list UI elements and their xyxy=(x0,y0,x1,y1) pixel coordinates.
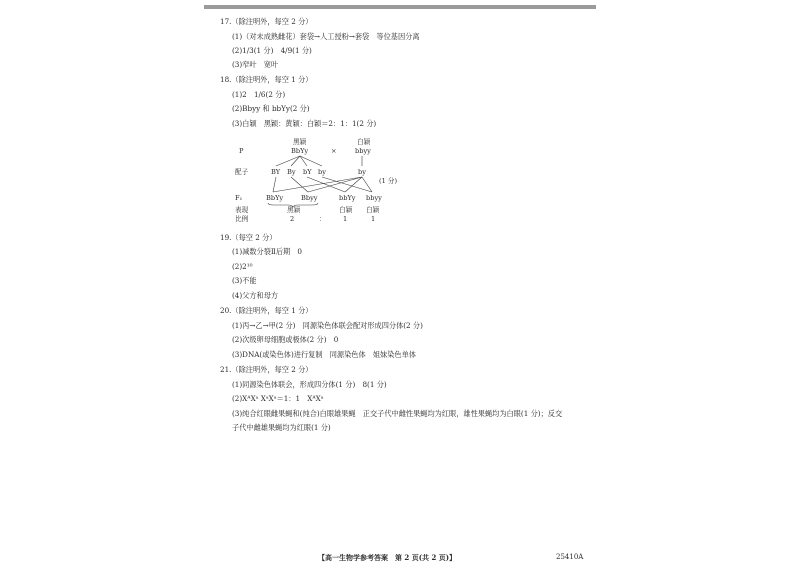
ratio-white-2: 1 xyxy=(371,215,376,223)
phenotype-label: 表现 xyxy=(235,206,249,214)
q21-heading: 21.（除注明外，每空 2 分） xyxy=(220,365,313,374)
q19-heading: 19.（每空 2 分） xyxy=(220,233,277,242)
q20-answer-1: (1)丙→乙→甲(2 分) 同源染色体联会配对形成四分体(2 分) xyxy=(232,321,423,330)
q21-answer-3-line-1: (3)纯合红眼雌果蝇和(纯合)白眼雄果蝇 正交子代中雌性果蝇均为红眼，雄性果蝇均为白眼(1 分)；反交 xyxy=(232,409,563,418)
q17-answer-3: (3)窄叶 宽叶 xyxy=(232,60,279,69)
footer-code: 25410A xyxy=(556,553,584,561)
q19-answer-1: (1)减数分裂Ⅱ后期 0 xyxy=(232,247,302,256)
q19-answer-3: (3)不能 xyxy=(232,276,257,285)
q20-answer-2: (2)次级卵母细胞或极体(2 分) 0 xyxy=(232,335,339,344)
ratio-black: 2 xyxy=(290,215,295,223)
q19-answer-2: (2)2¹⁰ xyxy=(232,262,253,271)
q18-heading: 18.（除注明外，每空 1 分） xyxy=(220,75,313,84)
phenotype-white-1: 白颖 xyxy=(339,206,353,214)
phenotype-black: 黑颖 xyxy=(287,206,301,214)
gamete-BY: BY xyxy=(271,168,281,176)
ratio-label: 比例 xyxy=(235,215,249,223)
q18-answer-2: (2)Bbyy 和 bbYy(2 分) xyxy=(232,104,310,113)
top-rule xyxy=(204,5,596,9)
q18-answer-3: (3)白颖 黑颖：黄颖：白颖＝2：1：1(2 分) xyxy=(232,119,377,128)
p-generation-label: P xyxy=(239,147,244,155)
offspring-BbYy: BbYy xyxy=(266,194,284,202)
gamete-parent2-by: by xyxy=(358,168,366,176)
gamete-label: 配子 xyxy=(235,168,249,176)
offspring-bbYy: bbYy xyxy=(339,194,356,202)
q20-heading: 20.（除注明外，每空 1 分） xyxy=(220,306,313,315)
offspring-bbyy: bbyy xyxy=(366,194,382,202)
parent1-phenotype: 黑颖 xyxy=(293,138,307,146)
f1-label: F₁ xyxy=(235,194,243,202)
q21-answer-2: (2)XᴬXᵃ XᵃXᵃ＝1：1 XᴬXᵃ xyxy=(232,394,324,403)
parent2-phenotype: 白颖 xyxy=(357,138,371,146)
q19-answer-4: (4)父方和母方 xyxy=(232,291,279,300)
ratio-separator: ： xyxy=(319,215,326,223)
q21-answer-1: (1)同源染色体联会，形成四分体(1 分) 8(1 分) xyxy=(232,380,387,389)
diagram-score: (1 分) xyxy=(379,177,398,185)
offspring-Bbyy: Bbyy xyxy=(301,194,318,202)
gamete-bY: bY xyxy=(303,168,312,176)
q18-answer-1: (1)2 1/6(2 分) xyxy=(232,90,286,99)
parent2-genotype: bbyy xyxy=(355,147,371,155)
ratio-white-1: 1 xyxy=(343,215,348,223)
gamete-by: by xyxy=(318,168,326,176)
q17-heading: 17.（除注明外，每空 2 分） xyxy=(220,17,313,26)
q21-answer-3-line-2: 子代中雌雄果蝇均为红眼(1 分) xyxy=(232,423,331,432)
cross-symbol: × xyxy=(331,147,337,155)
phenotype-white-2: 白颖 xyxy=(366,206,380,214)
footer-title: 【高一生物学参考答案 第 2 页(共 2 页)】 xyxy=(318,553,457,562)
parent1-genotype: BbYy xyxy=(291,147,309,155)
q17-answer-2: (2)1/3(1 分) 4/9(1 分) xyxy=(232,46,312,55)
q17-answer-1: (1)（对未成熟雌花）套袋→人工授粉→套袋 等位基因分离 xyxy=(232,32,420,41)
gamete-By: By xyxy=(287,168,296,176)
q20-answer-3: (3)DNA(或染色体)进行复制 同源染色体 姐妹染色单体 xyxy=(232,350,416,359)
